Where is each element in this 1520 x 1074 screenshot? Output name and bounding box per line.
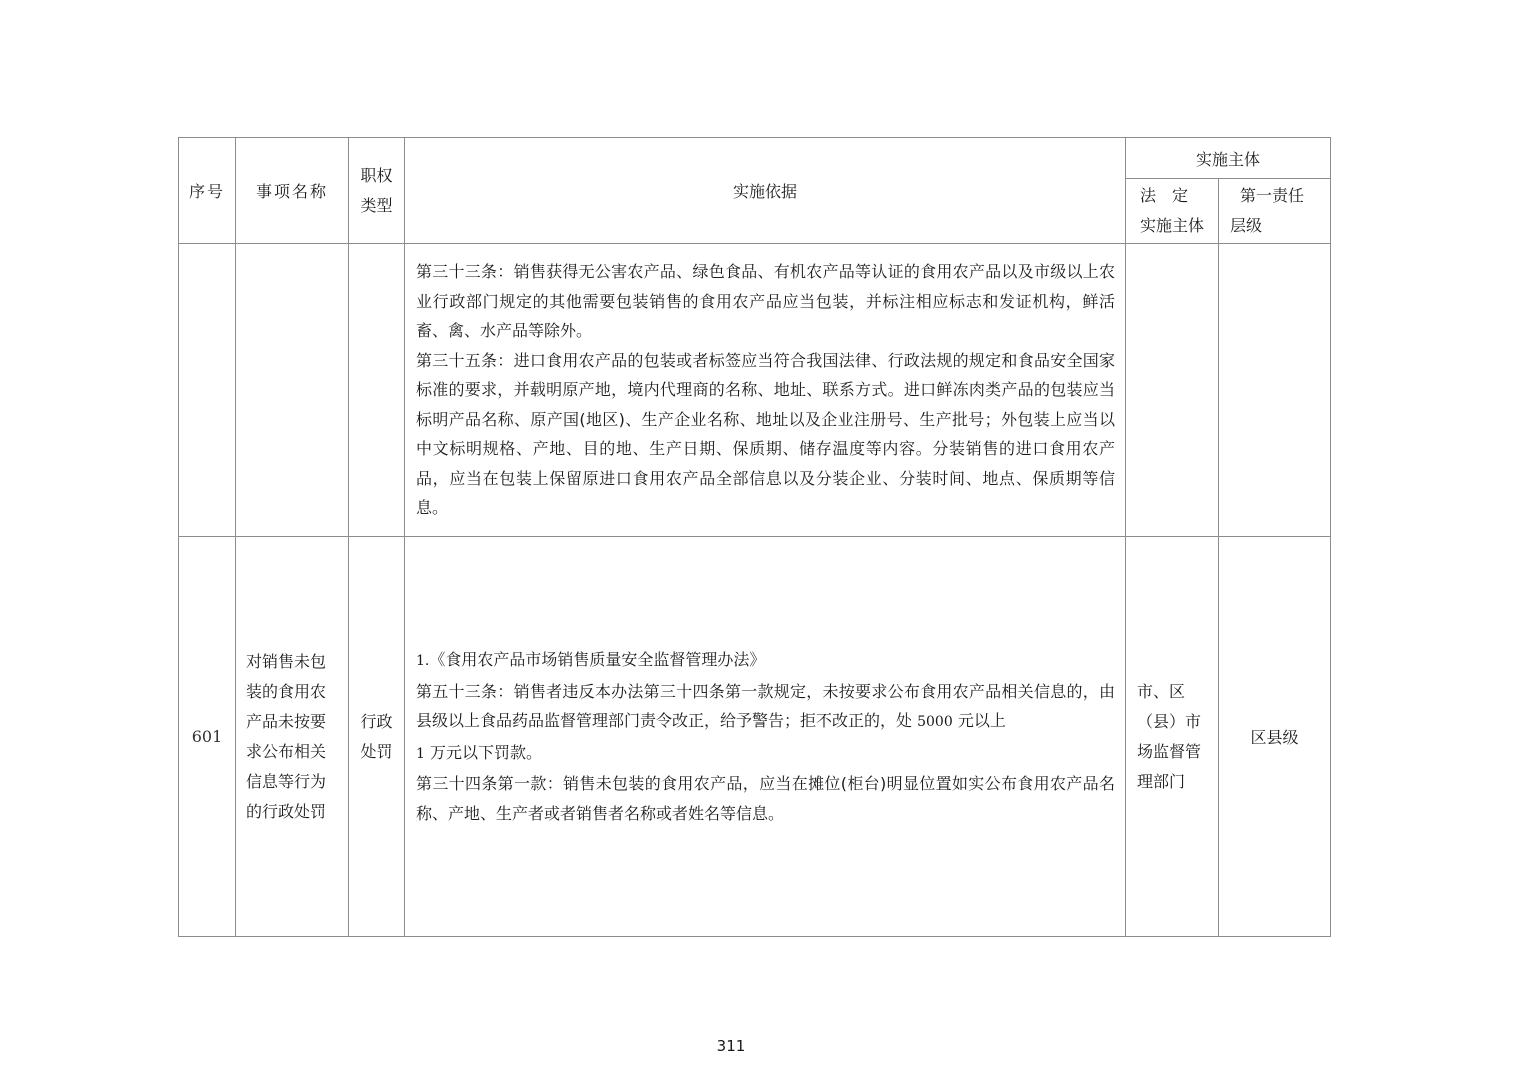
cell-legal-subject-empty: [1126, 244, 1219, 537]
cell-legal-subject: 市、区（县）市场监督管理部门: [1126, 537, 1219, 937]
cell-name-empty: [236, 244, 349, 537]
header-legal-subject-line2: 实施主体: [1139, 216, 1204, 235]
header-row-1: [179, 138, 1331, 179]
cell-first-level-empty: [1219, 244, 1331, 537]
basis-article-35: 第三十五条：进口食用农产品的包装或者标签应当符合我国法律、行政法规的规定和食品安全国家标准的要求，并载明原产地，境内代理商的名称、地址、联系方式。进口鲜冻肉类产品的包装应当标明产品名称、原产国(地区)、生产企业名称、地址以及企业注册号、生产批号；外包装上应当以中文标明规格、产地、目的地、生产日期、保质期、储存温度等内容。分装销售的进口食用农产品，应当在包装上保留原进口食用农产品全部信息以及分装企业、分装时间、地点、保质期等信息。: [416, 350, 1115, 518]
cell-basis: [405, 537, 1126, 937]
type-line1: 行政: [360, 711, 393, 731]
basis-title-number: 1.: [416, 653, 430, 669]
header-seq: 序号: [179, 138, 236, 244]
header-type-line1: 职权: [360, 165, 393, 185]
basis-article-53: [416, 677, 1115, 770]
basis-article-53-text-a: 第五十三条：销售者违反本办法第三十四条第一款规定，未按要求公布食用农产品相关信息的，由县级以上食品药品监督管理部门责令改正，给予警告；拒不改正的，处: [416, 681, 1115, 730]
cell-seq: 601: [179, 537, 236, 937]
basis-article-53-text-b: 元以上: [957, 711, 1006, 730]
header-subject-group: 实施主体: [1126, 138, 1331, 179]
header-authority-type: [349, 138, 405, 244]
header-first-level-line2: 层级: [1230, 216, 1263, 235]
basis-article-53-text-c: 万元以下罚款。: [430, 742, 543, 762]
type-line2: 处罚: [360, 741, 393, 761]
cell-item-name: 对销售未包装的食用农产品未按要求公布相关信息等行为的行政处罚: [236, 537, 349, 937]
header-first-level-line1: 第一责任: [1240, 186, 1305, 205]
header-first-level: [1219, 179, 1331, 244]
header-legal-subject: [1126, 179, 1219, 244]
basis-fine-max: 1: [416, 745, 425, 762]
cell-seq-empty: [179, 244, 236, 537]
page-number: 311: [716, 1037, 746, 1055]
cell-type-empty: [349, 244, 405, 537]
basis-title-text: 《食用农产品市场销售质量安全监督管理办法》: [429, 650, 766, 669]
basis-article-33: 第三十三条：销售获得无公害农产品、绿色食品、有机农产品等认证的食用农产品以及市级以上农业行政部门规定的其他需要包装销售的食用农产品应当包装，并标注相应标志和发证机构，鲜活畜、禽、水产品等除外。: [416, 262, 1115, 341]
table-row: [179, 244, 1331, 537]
header-basis: 实施依据: [405, 138, 1126, 244]
enforcement-table: [178, 137, 1331, 937]
cell-basis: [405, 244, 1126, 537]
cell-first-level: 区县级: [1219, 537, 1331, 937]
basis-article-34: 第三十四条第一款：销售未包装的食用农产品，应当在摊位(柜台)明显位置如实公布食用农产品名称、产地、生产者或者销售者名称或者姓名等信息。: [416, 774, 1115, 823]
basis-title: [416, 645, 1115, 677]
header-legal-subject-line1: 法 定: [1139, 186, 1188, 205]
header-type-line2: 类型: [360, 195, 393, 215]
table-row: [179, 537, 1331, 937]
header-item-name: 事项名称: [236, 138, 349, 244]
cell-authority-type: [349, 537, 405, 937]
basis-fine-min: 5000: [917, 714, 953, 730]
